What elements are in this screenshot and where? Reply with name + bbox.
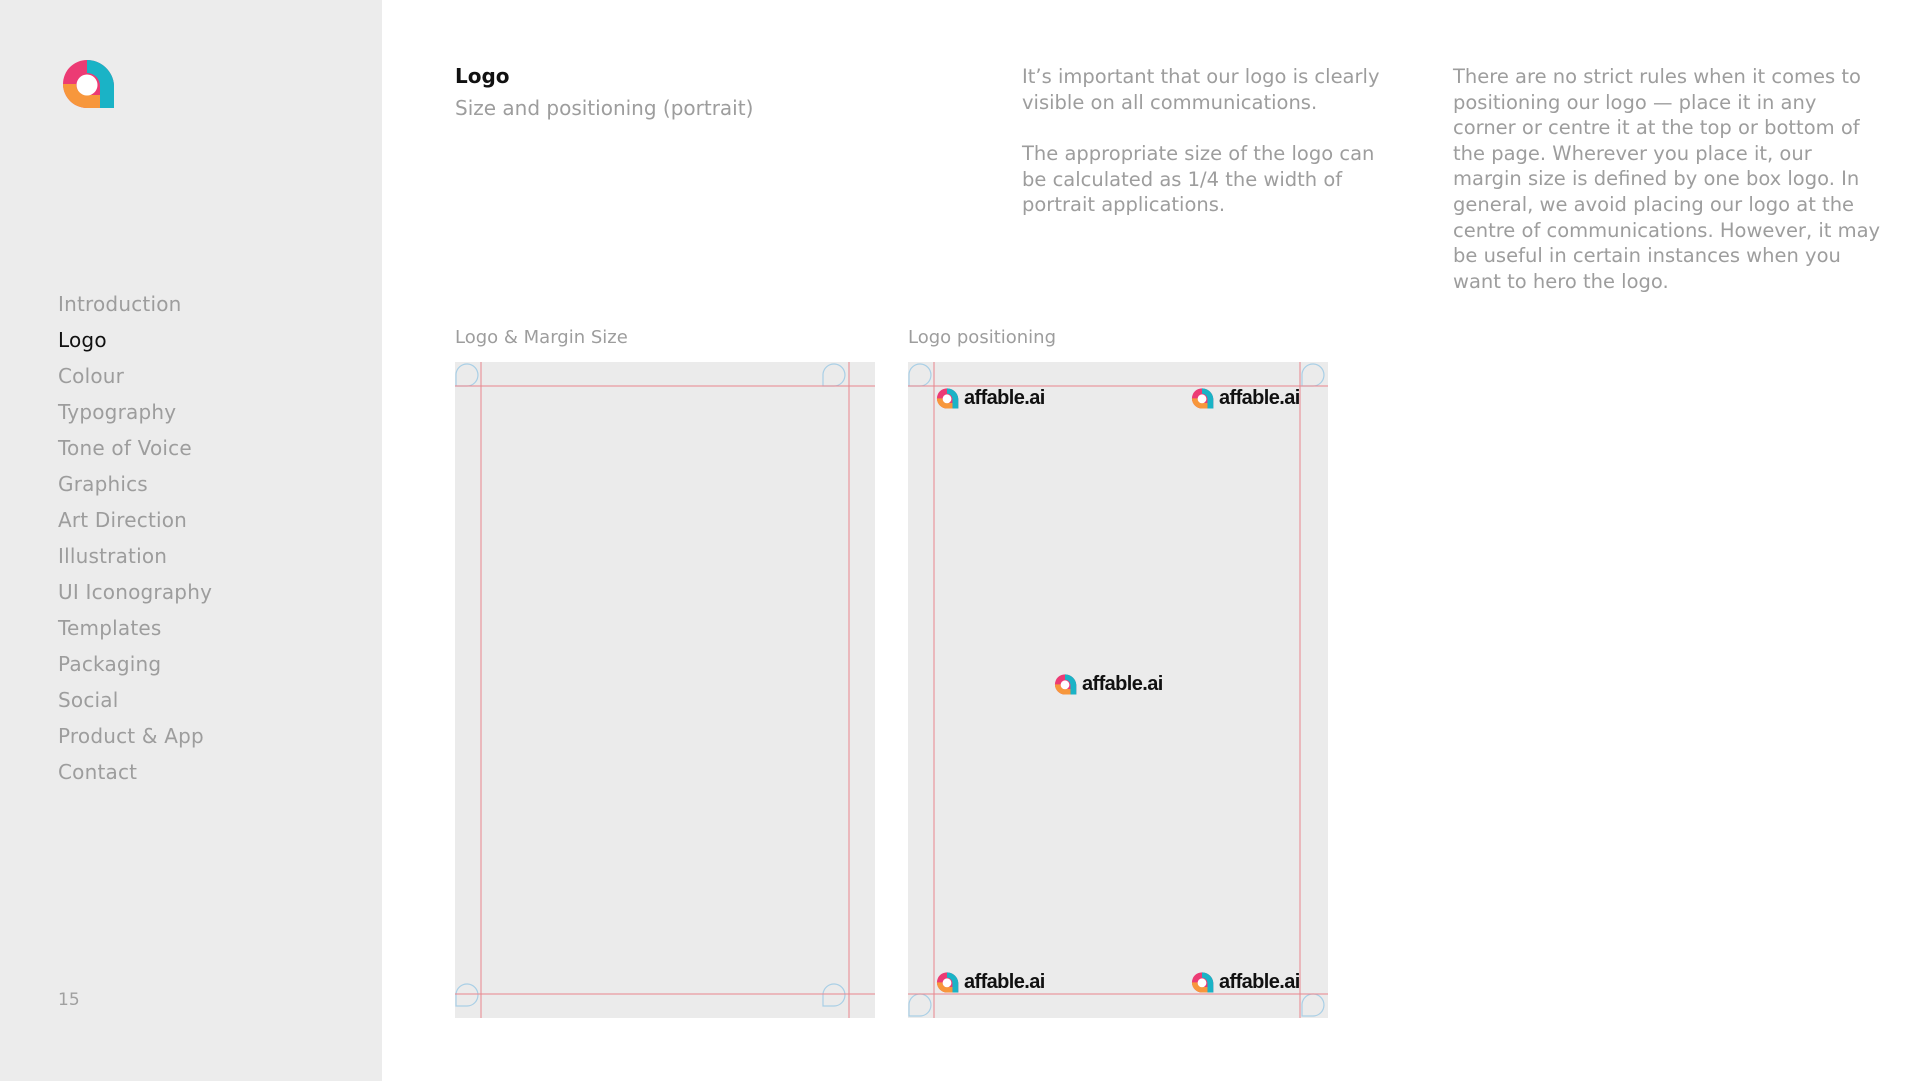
margin-panel-label: Logo & Margin Size	[455, 327, 628, 348]
logo-positioning-mockup	[908, 362, 1328, 1018]
logo-top-right	[1189, 385, 1300, 411]
page-title: Logo	[455, 64, 510, 88]
brand-mark-icon	[934, 969, 960, 995]
sidebar-nav	[58, 286, 212, 790]
logo-wordmark: affable.ai	[1219, 386, 1300, 409]
nav-item-product-app[interactable]: Product & App	[58, 724, 204, 748]
nav-item-social[interactable]: Social	[58, 688, 119, 712]
logo-bottom-right	[1189, 969, 1300, 995]
body-paragraph-size: The appropriate size of the logo can be calculated as 1/4 the width of portrait applications.	[1022, 142, 1375, 217]
positioning-panel-label: Logo positioning	[908, 327, 1057, 348]
page-number: 15	[58, 990, 80, 1010]
nav-item-logo[interactable]: Logo	[58, 328, 107, 352]
brand-mark-icon	[934, 385, 960, 411]
nav-item-introduction[interactable]: Introduction	[58, 292, 182, 316]
logo-wordmark: affable.ai	[964, 970, 1045, 993]
logo-top-left	[934, 385, 1045, 411]
nav-item-illustration[interactable]: Illustration	[58, 544, 168, 568]
brand-mark-icon	[1189, 385, 1215, 411]
body-paragraph-visibility: It’s important that our logo is clearly visible on all communications.	[1022, 65, 1380, 114]
nav-item-graphics[interactable]: Graphics	[58, 472, 148, 496]
nav-item-tone-of-voice[interactable]: Tone of Voice	[58, 436, 192, 460]
margin-size-mockup	[455, 362, 875, 1018]
logo-bottom-left	[934, 969, 1045, 995]
brand-mark-icon	[1189, 969, 1215, 995]
nav-item-templates[interactable]: Templates	[58, 616, 162, 640]
nav-item-colour[interactable]: Colour	[58, 364, 125, 388]
sidebar	[0, 0, 382, 1081]
logo-wordmark: affable.ai	[1082, 672, 1163, 695]
brand-mark-icon	[1052, 671, 1078, 697]
nav-item-packaging[interactable]: Packaging	[58, 652, 162, 676]
nav-item-contact[interactable]: Contact	[58, 760, 138, 784]
logo-center	[1052, 671, 1163, 697]
nav-item-typography[interactable]: Typography	[58, 400, 177, 424]
body-paragraph-positioning: There are no strict rules when it comes to positioning our logo — place it in any corner or centre it at the top or bottom of the page. Wherever you place it, our margin size is defined by one box logo. In general, we avoid placing our logo at the centre of communications. However, it may be useful in certain instances when you want to hero the logo.	[1453, 65, 1881, 293]
nav-item-art-direction[interactable]: Art Direction	[58, 508, 188, 532]
page-subtitle: Size and positioning (portrait)	[455, 96, 754, 120]
logo-wordmark: affable.ai	[964, 386, 1045, 409]
nav-item-ui-iconography[interactable]: UI Iconography	[58, 580, 213, 604]
brand-logo-icon	[56, 55, 118, 111]
margin-guide-frame	[455, 362, 875, 1018]
logo-wordmark: affable.ai	[1219, 970, 1300, 993]
